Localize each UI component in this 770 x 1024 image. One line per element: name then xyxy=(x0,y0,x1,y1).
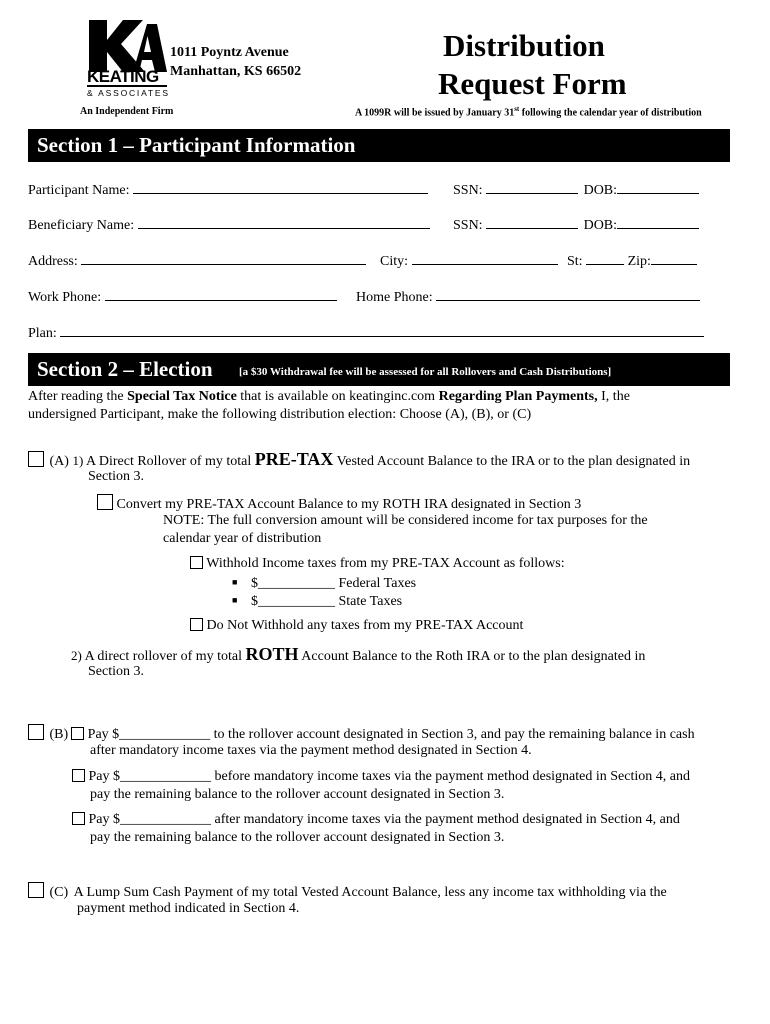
state-tax-bullet xyxy=(232,591,402,611)
option-a-row: (A) 1) A Direct Rollover of my total PRE-TAX Vested Account Balance to the IRA or to the plan designated in xyxy=(28,450,690,471)
bullet-icon: ■ xyxy=(232,595,238,605)
address-input[interactable] xyxy=(81,252,366,265)
form-title-line-2: Request Form xyxy=(438,66,627,101)
bullet-icon: ■ xyxy=(232,577,238,587)
section-1-header xyxy=(28,129,730,162)
work-phone-input[interactable] xyxy=(105,288,337,301)
option-c-continued: payment method indicated in Section 4. xyxy=(77,901,300,916)
home-phone-input[interactable] xyxy=(436,288,700,301)
beneficiary-dob-input[interactable] xyxy=(617,216,699,229)
convert-row: Convert my PRE-TAX Account Balance to my ROTH IRA designated in Section 3 xyxy=(97,494,581,514)
option-a1-continued: Section 3. xyxy=(88,469,144,484)
conversion-note-2: calendar year of distribution xyxy=(163,531,322,546)
state-input[interactable] xyxy=(586,252,624,265)
federal-tax-bullet xyxy=(232,573,416,593)
section-1-title: Section 1 – Participant Information xyxy=(37,133,356,157)
form-title-line-1: Distribution xyxy=(443,28,605,63)
option-b3-checkbox[interactable] xyxy=(72,812,85,825)
ka-monogram-icon xyxy=(85,18,167,74)
city-row: City: xyxy=(380,252,558,270)
no-withhold-checkbox[interactable] xyxy=(190,618,203,631)
convert-roth-checkbox[interactable] xyxy=(97,494,113,510)
participant-ssn-input[interactable] xyxy=(486,181,578,194)
firm-tagline: An Independent Firm xyxy=(80,106,174,117)
home-phone-row: Home Phone: xyxy=(356,288,700,306)
logo-name: KEATING xyxy=(87,69,167,87)
option-b3-continued: pay the remaining balance to the rollover account designated in Section 3. xyxy=(90,830,505,845)
state-tax-amount[interactable]: $___________ State Taxes xyxy=(250,594,403,609)
option-b3-row: Pay $_____________ after mandatory income taxes via the payment method designated in Section 4, and xyxy=(72,811,680,829)
withhold-row: Withhold Income taxes from my PRE-TAX Account as follows: xyxy=(190,555,565,573)
federal-tax-amount[interactable]: $___________ Federal Taxes xyxy=(250,576,417,591)
address-line-2: Manhattan, KS 66502 xyxy=(170,64,302,79)
option-b2-continued: pay the remaining balance to the rollover account designated in Section 3. xyxy=(90,787,505,802)
work-phone-row: Work Phone: xyxy=(28,288,337,306)
option-b-checkbox[interactable] xyxy=(28,724,44,740)
participant-name-row: Participant Name: xyxy=(28,181,428,199)
zip-input[interactable] xyxy=(651,252,697,265)
conversion-note-1: NOTE: The full conversion amount will be considered income for tax purposes for the xyxy=(163,513,648,528)
state-zip-row: St: Zip: xyxy=(567,252,697,270)
option-b-row: (B) Pay $_____________ to the rollover account designated in Section 3, and pay the remaining balance in cash xyxy=(28,724,695,744)
address-row: Address: xyxy=(28,252,366,270)
option-b1-checkbox[interactable] xyxy=(71,727,84,740)
participant-ssn-row: SSN: DOB: xyxy=(453,181,699,199)
option-b2-row: Pay $_____________ before mandatory income taxes via the payment method designated in Section 4, and xyxy=(72,768,690,786)
beneficiary-name-row: Beneficiary Name: xyxy=(28,216,430,234)
option-a2-row: 2) A direct rollover of my total ROTH Account Balance to the Roth IRA or to the plan designated in xyxy=(71,644,646,664)
plan-row: Plan: xyxy=(28,324,704,342)
participant-dob-input[interactable] xyxy=(617,181,699,194)
beneficiary-ssn-row: SSN: DOB: xyxy=(453,216,699,234)
option-a2-continued: Section 3. xyxy=(88,664,144,679)
participant-name-input[interactable] xyxy=(133,181,428,194)
option-c-checkbox[interactable] xyxy=(28,882,44,898)
1099r-notice: A 1099R will be issued by January 31st following the calendar year of distribution xyxy=(355,105,702,119)
address-line-1: 1011 Poyntz Avenue xyxy=(170,45,289,60)
logo-subtitle: & ASSOCIATES xyxy=(87,88,170,98)
plan-input[interactable] xyxy=(60,324,704,337)
beneficiary-name-input[interactable] xyxy=(138,216,430,229)
beneficiary-ssn-input[interactable] xyxy=(486,216,578,229)
withdrawal-fee-note: [a $30 Withdrawal fee will be assessed for all Rollovers and Cash Distributions] xyxy=(239,366,612,378)
city-input[interactable] xyxy=(412,252,558,265)
section-2-title: Section 2 – Election xyxy=(37,357,213,381)
section-2-header xyxy=(28,353,730,386)
option-a-checkbox[interactable] xyxy=(28,451,44,467)
option-b2-checkbox[interactable] xyxy=(72,769,85,782)
option-c-row: (C) A Lump Sum Cash Payment of my total Vested Account Balance, less any income tax withholding via the xyxy=(28,882,667,902)
no-withhold-row: Do Not Withhold any taxes from my PRE-TAX Account xyxy=(190,617,523,635)
company-logo xyxy=(85,18,170,98)
withhold-checkbox[interactable] xyxy=(190,556,203,569)
option-b1-continued: after mandatory income taxes via the payment method designated in Section 4. xyxy=(90,743,532,758)
election-intro: After reading the Special Tax Notice that is available on keatinginc.com Regarding Plan Payments, I, the undersigned Participant, make the following distribution election: Choose (A), (B), or (C) xyxy=(28,389,630,422)
